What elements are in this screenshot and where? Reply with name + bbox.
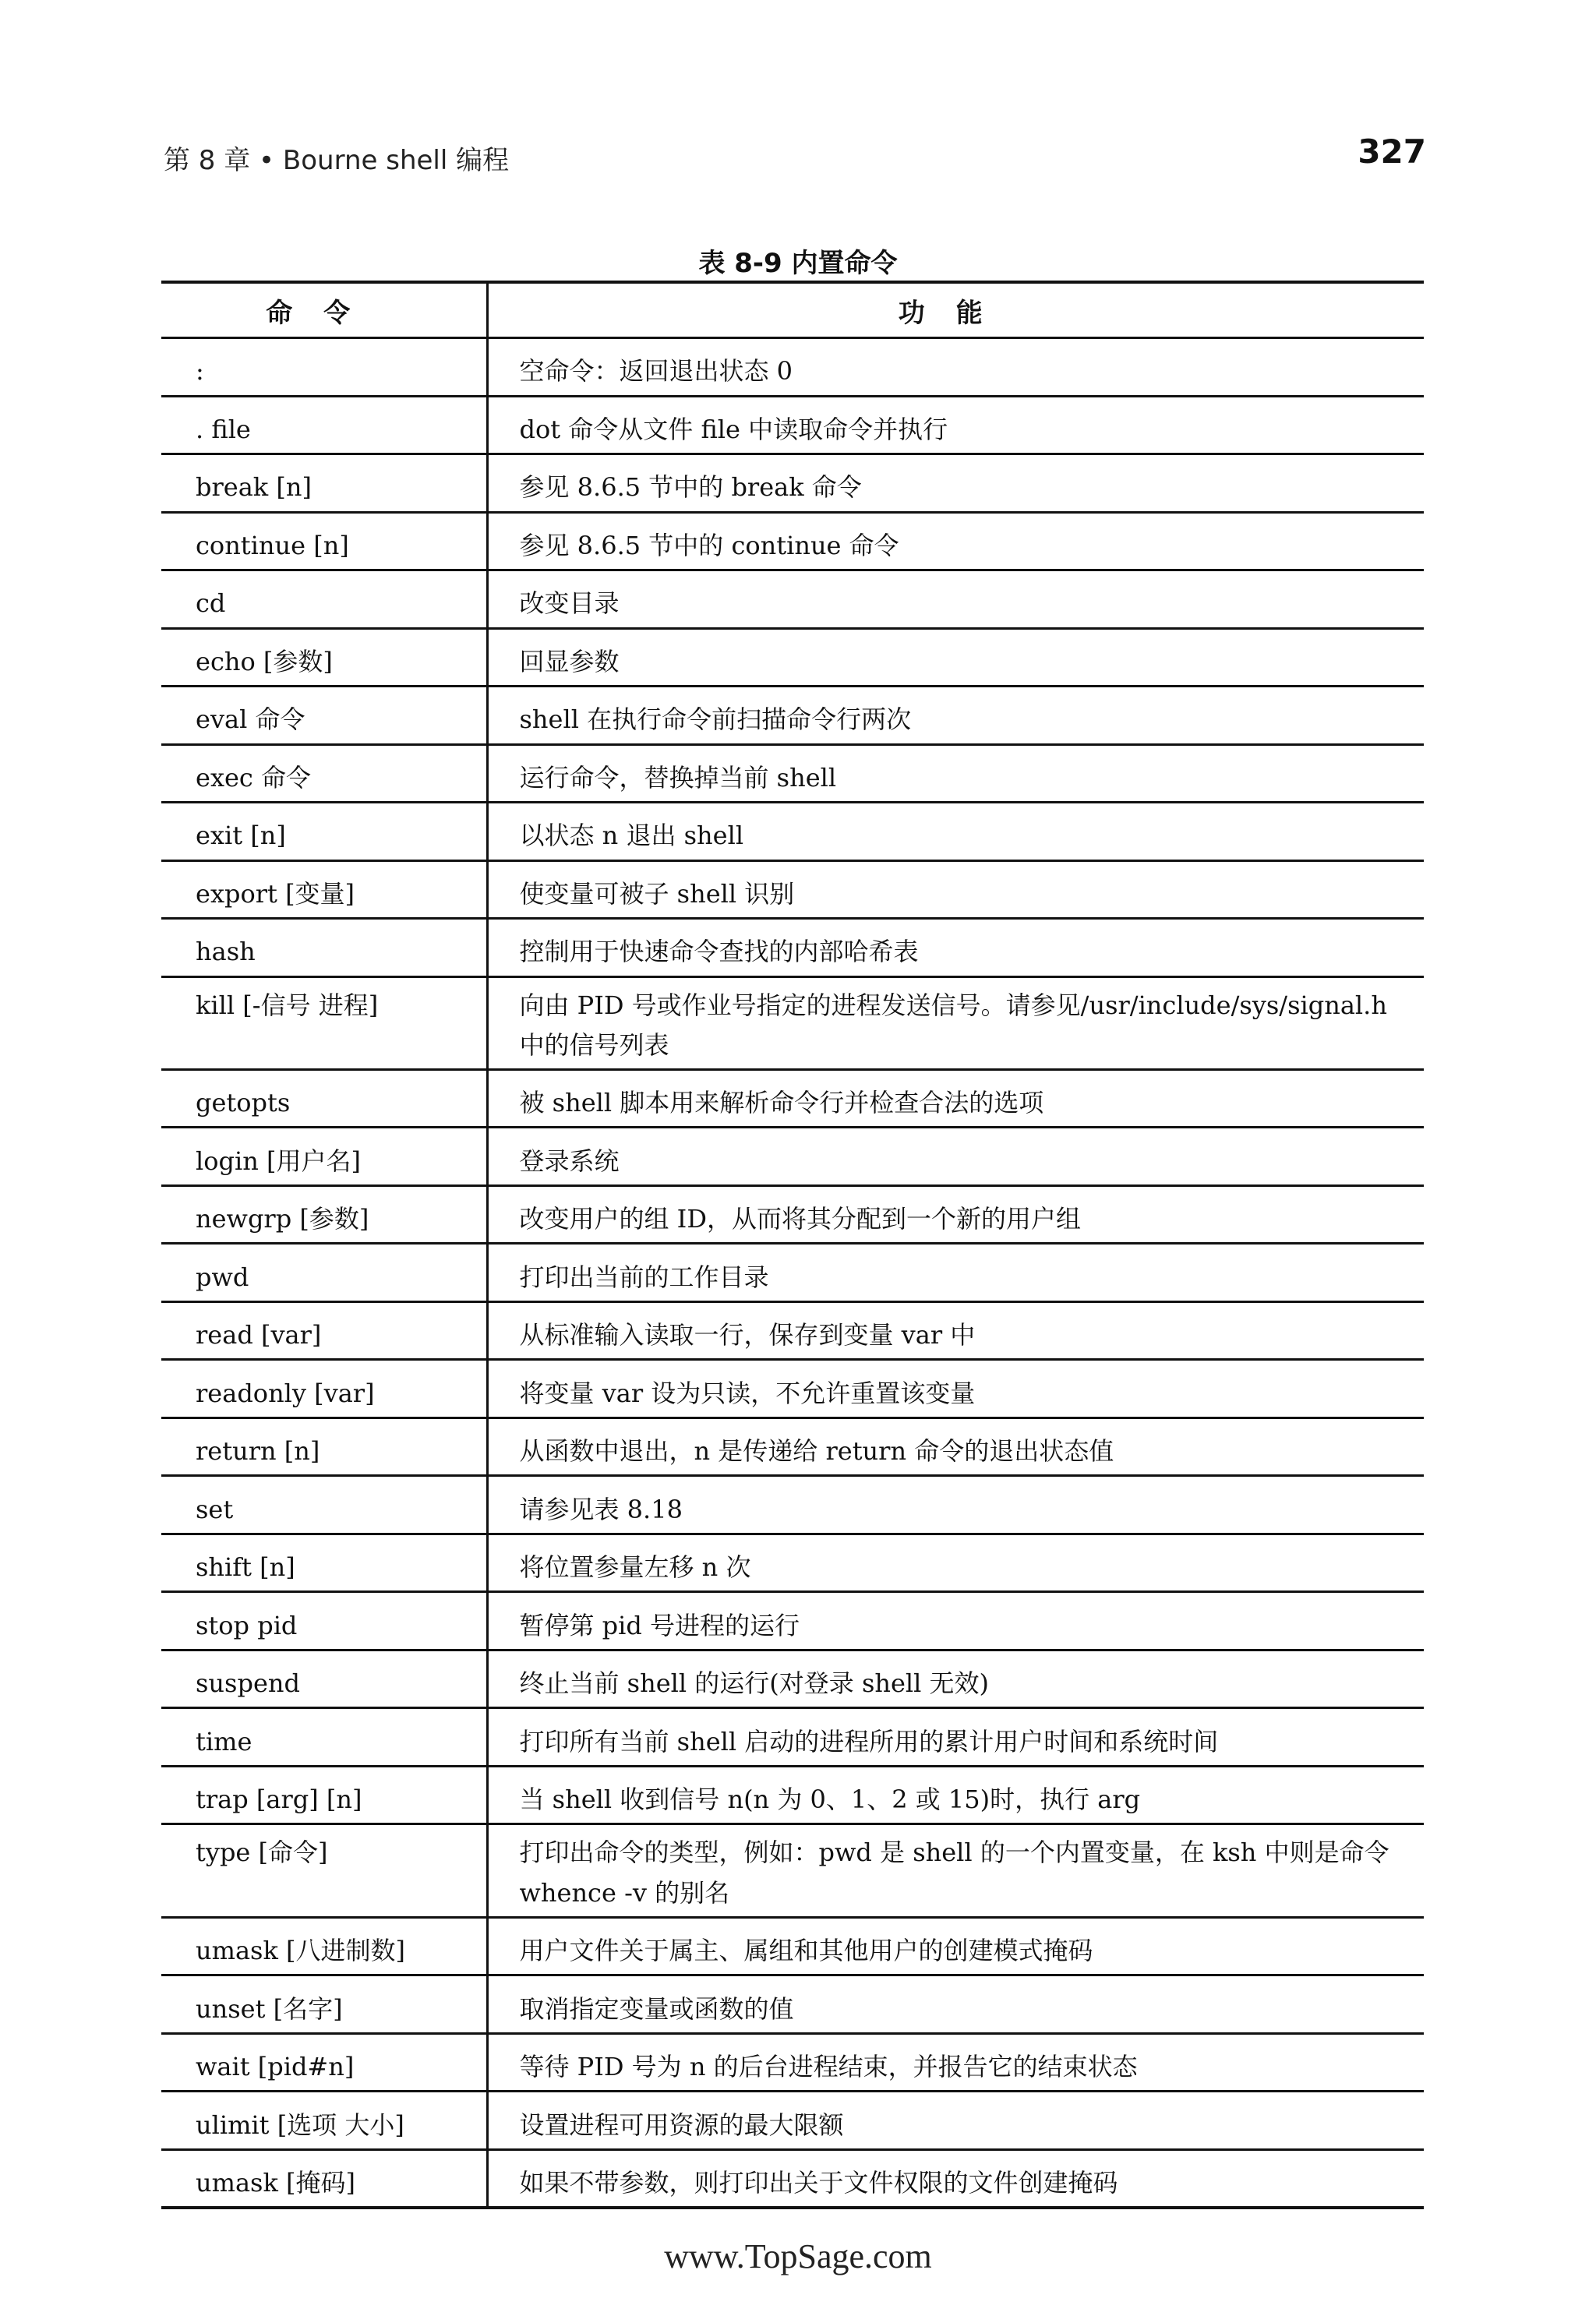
table-row	[161, 1592, 1424, 1651]
function-cell: 登录系统	[487, 1128, 1424, 1186]
function-cell: 被 shell 脚本用来解析命令行并检查合法的选项	[487, 1069, 1424, 1128]
table-row	[161, 976, 1424, 1069]
table-row	[161, 1128, 1424, 1186]
command-cell: . file	[161, 396, 487, 454]
table-row	[161, 919, 1424, 977]
table-row	[161, 1824, 1424, 1917]
function-cell: 参见 8.6.5 节中的 continue 命令	[487, 512, 1424, 570]
table-row	[161, 1650, 1424, 1708]
column-header-command: 命令	[161, 282, 487, 338]
function-cell: 改变目录	[487, 570, 1424, 629]
page-number: 327	[1358, 132, 1426, 171]
function-cell: 改变用户的组 ID，从而将其分配到一个新的用户组	[487, 1185, 1424, 1244]
table-row	[161, 396, 1424, 454]
table-row	[161, 570, 1424, 629]
function-cell: 从标准输入读取一行，保存到变量 var 中	[487, 1301, 1424, 1360]
function-cell: 当 shell 收到信号 n(n 为 0、1、2 或 15)时，执行 arg	[487, 1766, 1424, 1824]
function-cell: 设置进程可用资源的最大限额	[487, 2092, 1424, 2150]
function-cell: 从函数中退出，n 是传递给 return 命令的退出状态值	[487, 1417, 1424, 1476]
function-cell: 打印所有当前 shell 启动的进程所用的累计用户时间和系统时间	[487, 1708, 1424, 1767]
command-cell: readonly [var]	[161, 1360, 487, 1418]
function-cell: 打印出当前的工作目录	[487, 1244, 1424, 1302]
function-cell: 等待 PID 号为 n 的后台进程结束，并报告它的结束状态	[487, 2033, 1424, 2092]
function-cell: 暂停第 pid 号进程的运行	[487, 1592, 1424, 1651]
table-row	[161, 1360, 1424, 1418]
command-cell: umask [八进制数]	[161, 1917, 487, 1975]
command-cell: return [n]	[161, 1417, 487, 1476]
chapter-title: 第 8 章 • Bourne shell 编程	[164, 145, 510, 176]
command-cell: continue [n]	[161, 512, 487, 570]
function-cell: dot 命令从文件 file 中读取命令并执行	[487, 396, 1424, 454]
command-cell: login [用户名]	[161, 1128, 487, 1186]
table-row	[161, 744, 1424, 803]
table-row	[161, 1185, 1424, 1244]
function-cell: 控制用于快速命令查找的内部哈希表	[487, 919, 1424, 977]
command-cell: umask [掩码]	[161, 2149, 487, 2208]
command-cell: exit [n]	[161, 803, 487, 861]
command-cell: set	[161, 1476, 487, 1534]
table-row	[161, 1301, 1424, 1360]
table-row	[161, 2149, 1424, 2208]
function-cell: 将变量 var 设为只读，不允许重置该变量	[487, 1360, 1424, 1418]
command-cell: type [命令]	[161, 1824, 487, 1917]
table-row	[161, 1244, 1424, 1302]
function-cell: 空命令：返回退出状态 0	[487, 338, 1424, 397]
table-row	[161, 1534, 1424, 1592]
builtin-commands-table	[161, 281, 1424, 2209]
table-row	[161, 2033, 1424, 2092]
command-cell: read [var]	[161, 1301, 487, 1360]
function-cell: 使变量可被子 shell 识别	[487, 860, 1424, 919]
command-cell: time	[161, 1708, 487, 1767]
table-row	[161, 628, 1424, 687]
command-cell: cd	[161, 570, 487, 629]
table-row	[161, 803, 1424, 861]
function-cell: 取消指定变量或函数的值	[487, 1975, 1424, 2034]
function-cell: 请参见表 8.18	[487, 1476, 1424, 1534]
function-cell: 用户文件关于属主、属组和其他用户的创建模式掩码	[487, 1917, 1424, 1975]
table-caption: 表 8-9 内置命令	[698, 248, 898, 279]
table-header-row	[161, 282, 1424, 338]
command-cell: export [变量]	[161, 860, 487, 919]
command-cell: newgrp [参数]	[161, 1185, 487, 1244]
table-row	[161, 1917, 1424, 1975]
function-cell: 如果不带参数，则打印出关于文件权限的文件创建掩码	[487, 2149, 1424, 2208]
table-row	[161, 1069, 1424, 1128]
command-cell: exec 命令	[161, 744, 487, 803]
function-cell: 终止当前 shell 的运行(对登录 shell 无效)	[487, 1650, 1424, 1708]
command-cell: echo [参数]	[161, 628, 487, 687]
command-cell: eval 命令	[161, 687, 487, 745]
table-row	[161, 1417, 1424, 1476]
function-cell: 打印出命令的类型，例如：pwd 是 shell 的一个内置变量，在 ksh 中则是命令 whence -v 的别名	[487, 1824, 1424, 1917]
table-row	[161, 687, 1424, 745]
table-row	[161, 1476, 1424, 1534]
command-cell: wait [pid#n]	[161, 2033, 487, 2092]
table-row	[161, 454, 1424, 513]
command-cell: ulimit [选项 大小]	[161, 2092, 487, 2150]
function-cell: 运行命令，替换掉当前 shell	[487, 744, 1424, 803]
command-cell: suspend	[161, 1650, 487, 1708]
table-row	[161, 860, 1424, 919]
command-cell: getopts	[161, 1069, 487, 1128]
table-row	[161, 1975, 1424, 2034]
function-cell: 回显参数	[487, 628, 1424, 687]
function-cell: 参见 8.6.5 节中的 break 命令	[487, 454, 1424, 513]
command-cell: shift [n]	[161, 1534, 487, 1592]
table-row	[161, 1708, 1424, 1767]
table-row	[161, 338, 1424, 397]
function-cell: 向由 PID 号或作业号指定的进程发送信号。请参见/usr/include/sys/signal.h 中的信号列表	[487, 976, 1424, 1069]
function-cell: shell 在执行命令前扫描命令行两次	[487, 687, 1424, 745]
page-header	[164, 132, 1426, 179]
command-cell: stop pid	[161, 1592, 487, 1651]
command-cell: :	[161, 338, 487, 397]
footer-url: www.TopSage.com	[664, 2237, 932, 2275]
command-cell: hash	[161, 919, 487, 977]
command-cell: unset [名字]	[161, 1975, 487, 2034]
column-header-function: 功能	[487, 282, 1424, 338]
command-cell: pwd	[161, 1244, 487, 1302]
table-row	[161, 512, 1424, 570]
command-cell: kill [-信号 进程]	[161, 976, 487, 1069]
command-cell: trap [arg] [n]	[161, 1766, 487, 1824]
table-row	[161, 2092, 1424, 2150]
function-cell: 以状态 n 退出 shell	[487, 803, 1424, 861]
function-cell: 将位置参量左移 n 次	[487, 1534, 1424, 1592]
command-cell: break [n]	[161, 454, 487, 513]
table-row	[161, 1766, 1424, 1824]
